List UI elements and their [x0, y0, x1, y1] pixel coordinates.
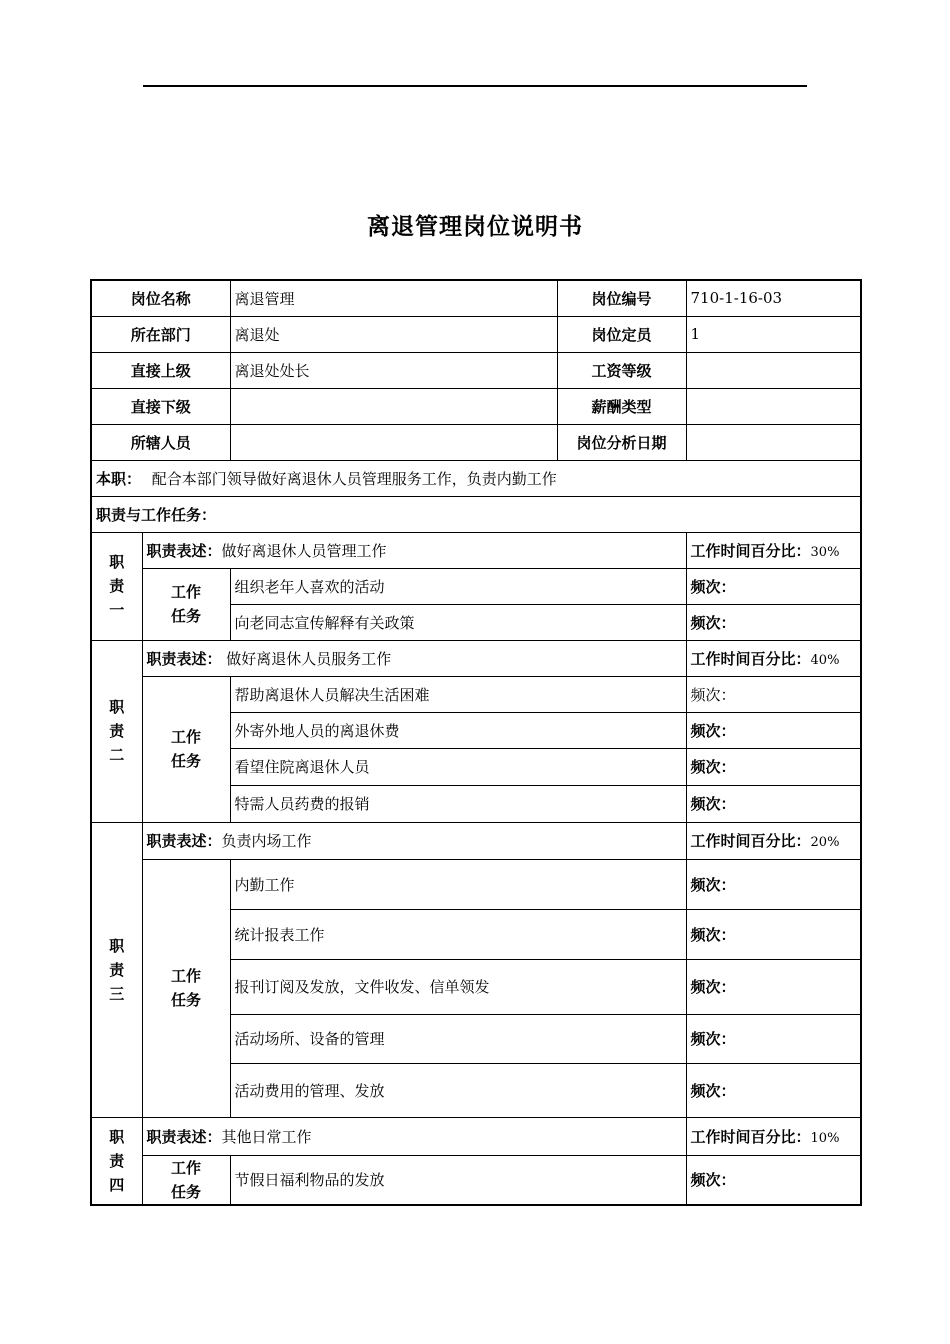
duty-name: 职 责 四 [91, 1117, 142, 1205]
frequency-label: 频次： [686, 859, 861, 909]
task-row [91, 859, 861, 909]
duty-desc-cell [142, 822, 686, 859]
frequency-label: 频次： [686, 568, 861, 604]
frequency-label: 频次： [686, 959, 861, 1014]
task-row [91, 676, 861, 712]
role-label: 本职： [96, 469, 142, 488]
duty-desc-cell [142, 1117, 686, 1155]
task-text: 活动费用的管理、发放 [230, 1063, 686, 1117]
time-percent: 30% [810, 544, 840, 560]
task-text: 组织老年人喜欢的活动 [230, 568, 686, 604]
desc-label: 职责表述： [146, 541, 222, 560]
time-percent-cell [686, 640, 861, 676]
position-code-value: 710-1-16-03 [686, 280, 861, 316]
task-text: 帮助离退休人员解决生活困难 [230, 676, 686, 712]
time-label: 工作时间百分比： [690, 832, 811, 850]
frequency-label: 频次： [686, 676, 861, 712]
desc-label: 职责表述： [146, 832, 222, 850]
department-value: 离退处 [230, 316, 557, 352]
position-name-label: 岗位名称 [91, 280, 230, 316]
role-cell [91, 460, 861, 496]
info-row [91, 352, 861, 388]
duty-desc-cell [142, 640, 686, 676]
time-label: 工作时间百分比： [690, 1127, 811, 1146]
position-name-value: 离退管理 [230, 280, 557, 316]
duty-desc: 做好离退休人员管理工作 [221, 541, 387, 560]
task-text: 向老同志宣传解释有关政策 [230, 604, 686, 640]
task-text: 看望住院离退休人员 [230, 748, 686, 785]
superior-value: 离退处处长 [230, 352, 557, 388]
desc-label: 职责表述： [146, 1127, 222, 1146]
header-rule [143, 85, 807, 87]
task-text: 外寄外地人员的离退休费 [230, 712, 686, 748]
time-percent: 20% [810, 835, 840, 850]
task-label: 工作 任务 [142, 859, 230, 1117]
role-text: 配合本部门领导做好离退休人员管理服务工作，负责内勤工作 [151, 469, 557, 488]
duty-name: 职 责 一 [91, 532, 142, 640]
info-row [91, 388, 861, 424]
info-row [91, 424, 861, 460]
time-percent-cell [686, 1117, 861, 1155]
staff-label: 所辖人员 [91, 424, 230, 460]
task-label: 工作 任务 [142, 568, 230, 640]
duty-row [91, 532, 861, 568]
info-row [91, 316, 861, 352]
pay-type-value [686, 388, 861, 424]
frequency-label: 频次： [686, 1155, 861, 1205]
frequency-label: 频次： [686, 1063, 861, 1117]
duty-row [91, 640, 861, 676]
quota-label: 岗位定员 [557, 316, 686, 352]
task-text: 节假日福利物品的发放 [230, 1155, 686, 1205]
frequency-label: 频次： [686, 1014, 861, 1063]
staff-value [230, 424, 557, 460]
frequency-label: 频次： [686, 712, 861, 748]
analysis-date-label: 岗位分析日期 [557, 424, 686, 460]
salary-grade-label: 工资等级 [557, 352, 686, 388]
task-label: 工作 任务 [142, 676, 230, 822]
duty-desc: 做好离退休人员服务工作 [221, 649, 392, 668]
task-label: 工作 任务 [142, 1155, 230, 1205]
frequency-label: 频次： [686, 909, 861, 959]
duties-header-row [91, 496, 861, 532]
frequency-label: 频次： [686, 785, 861, 822]
task-text: 统计报表工作 [230, 909, 686, 959]
page-title: 离退管理岗位说明书 [367, 214, 583, 240]
position-code-label: 岗位编号 [557, 280, 686, 316]
task-text: 内勤工作 [230, 859, 686, 909]
time-percent-cell [686, 822, 861, 859]
duty-name: 职 责 三 [91, 822, 142, 1117]
frequency-label: 频次： [686, 604, 861, 640]
duty-desc-cell [142, 532, 686, 568]
time-percent: 10% [810, 1130, 840, 1146]
superior-label: 直接上级 [91, 352, 230, 388]
desc-label: 职责表述： [146, 649, 222, 668]
duty-desc: 其他日常工作 [221, 1127, 312, 1146]
salary-grade-value [686, 352, 861, 388]
subordinate-value [230, 388, 557, 424]
task-text: 报刊订阅及发放，文件收发、信单领发 [230, 959, 686, 1014]
duty-row [91, 1117, 861, 1155]
duty-row [91, 822, 861, 859]
department-label: 所在部门 [91, 316, 230, 352]
duty-desc: 负责内场工作 [221, 832, 312, 850]
quota-value: 1 [686, 316, 861, 352]
task-row [91, 1155, 861, 1205]
info-row [91, 280, 861, 316]
task-row [91, 568, 861, 604]
task-text: 活动场所、设备的管理 [230, 1014, 686, 1063]
time-label: 工作时间百分比： [690, 541, 811, 560]
pay-type-label: 薪酬类型 [557, 388, 686, 424]
time-percent-cell [686, 532, 861, 568]
task-text: 特需人员药费的报销 [230, 785, 686, 822]
time-percent: 40% [810, 652, 840, 668]
analysis-date-value [686, 424, 861, 460]
subordinate-label: 直接下级 [91, 388, 230, 424]
job-description-table [90, 279, 862, 1206]
duty-name: 职 责 二 [91, 640, 142, 822]
frequency-label: 频次： [686, 748, 861, 785]
duties-header: 职责与工作任务： [91, 496, 861, 532]
role-row [91, 460, 861, 496]
time-label: 工作时间百分比： [690, 649, 811, 668]
